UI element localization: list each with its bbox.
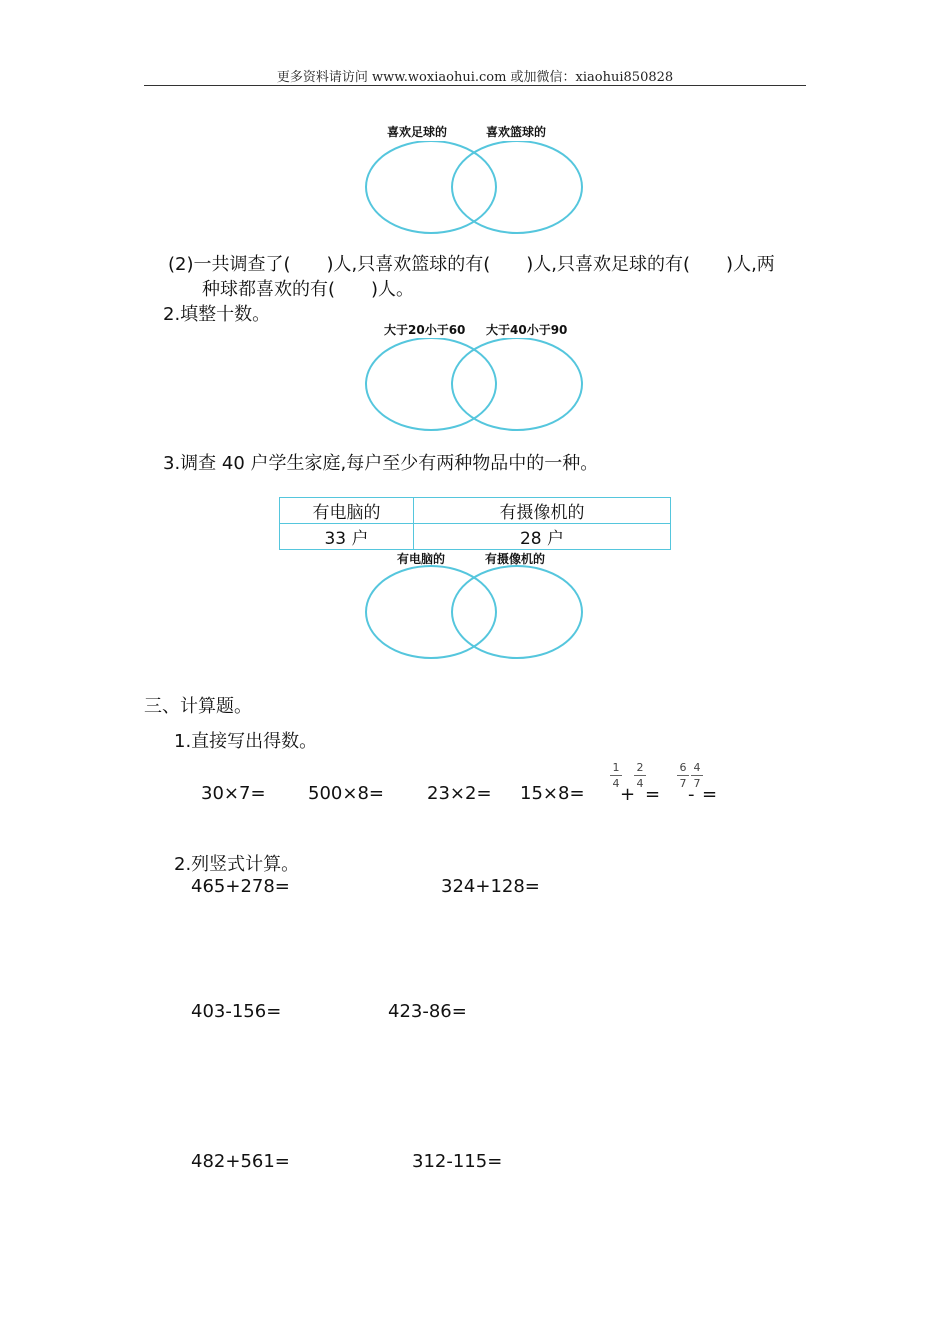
- venn1-right-label: 喜欢篮球的: [486, 125, 547, 139]
- table-cell: 28 户: [414, 524, 671, 550]
- minus-sign: -: [688, 784, 695, 805]
- table-row: [280, 524, 671, 550]
- venn-diagram-2: [364, 338, 586, 433]
- venn2-left-label: 大于20小于60: [384, 323, 466, 337]
- vertical-calc-item: 465+278=: [191, 876, 290, 897]
- direct-calc-title: 1.直接写出得数。: [174, 731, 318, 752]
- venn3-right-circle: [452, 566, 582, 658]
- question-2-line2: 种球都喜欢的有( )人。: [202, 279, 415, 300]
- fraction-1-4: 1 4: [610, 761, 622, 790]
- direct-calc-item: 23×2=: [427, 783, 492, 804]
- vertical-calc-item: 324+128=: [441, 876, 540, 897]
- calc-section-title: 三、计算题。: [144, 696, 252, 717]
- section-3-title: 3.调查 40 户学生家庭,每户至少有两种物品中的一种。: [163, 453, 599, 474]
- vertical-calc-item: 312-115=: [412, 1151, 503, 1172]
- vertical-calc-title: 2.列竖式计算。: [174, 854, 300, 875]
- section-2-title: 2.填整十数。: [163, 304, 271, 325]
- question-2-line1: (2)一共调查了( )人,只喜欢篮球的有( )人,只喜欢足球的有( )人,两: [168, 254, 775, 275]
- page-header: 更多资料请访问 www.woxiaohui.com 或加微信：xiaohui850828: [276, 70, 674, 85]
- venn1-left-label: 喜欢足球的: [387, 125, 448, 139]
- fraction-6-7: 6 7: [677, 761, 689, 790]
- venn1-left-circle: [366, 141, 496, 233]
- table-header-cell: 有电脑的: [280, 498, 414, 524]
- table-row: [280, 498, 671, 524]
- plus-sign: +: [620, 784, 636, 805]
- equals-sign: =: [702, 784, 718, 805]
- header-rule: [144, 85, 806, 86]
- venn2-right-label: 大于40小于90: [486, 323, 568, 337]
- venn3-left-circle: [366, 566, 496, 658]
- survey-table: [279, 497, 671, 550]
- vertical-calc-item: 423-86=: [388, 1001, 467, 1022]
- equals-sign: =: [645, 784, 661, 805]
- venn1-right-circle: [452, 141, 582, 233]
- table-cell: 33 户: [280, 524, 414, 550]
- venn2-left-circle: [366, 338, 496, 430]
- venn3-left-label: 有电脑的: [397, 552, 446, 566]
- table-header-cell: 有摄像机的: [414, 498, 671, 524]
- direct-calc-item: 30×7=: [201, 783, 266, 804]
- direct-calc-item: 15×8=: [520, 783, 585, 804]
- fraction-4-7: 4 7: [691, 761, 703, 790]
- venn2-right-circle: [452, 338, 582, 430]
- venn-diagram-3: [364, 565, 586, 660]
- fraction-2-4: 2 4: [634, 761, 646, 790]
- venn-diagram-1: [364, 141, 586, 236]
- direct-calc-item: 500×8=: [308, 783, 384, 804]
- vertical-calc-item: 403-156=: [191, 1001, 282, 1022]
- venn3-right-label: 有摄像机的: [485, 552, 546, 566]
- vertical-calc-item: 482+561=: [191, 1151, 290, 1172]
